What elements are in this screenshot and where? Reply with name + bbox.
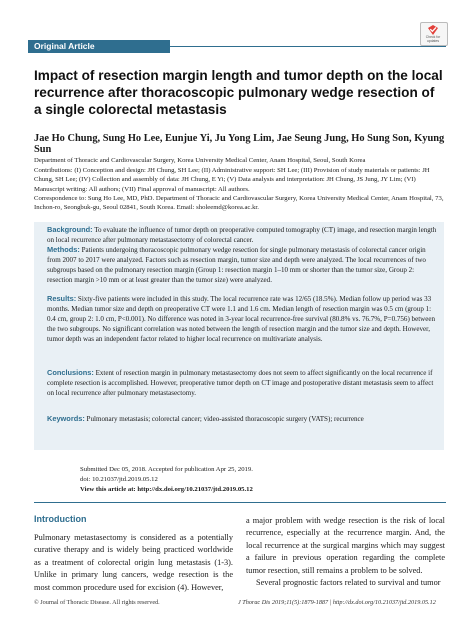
keywords-label: Keywords: [47,414,85,423]
background-label: Background: [47,225,93,234]
abstract-results [47,294,437,345]
introduction-heading: Introduction [34,514,87,524]
correspondence: Correspondence to: Sung Ho Lee, MD, PhD. Department of Thoracic and Cardiovascular Surgery, Korea University Medical Center, Anam Hospital, 73, Inchon-ro, Seongbuk-gu, Seoul 02841, South Korea. Email: sholeemd@korea.ac.kr. [34,195,444,212]
view-article-link[interactable]: View this article at: http://dx.doi.org/10.21037/jtd.2019.05.12 [80,486,253,493]
intro-right-paragraph-1: a major problem with wedge resection is the risk of local recurrence, especially at the recurrence margin. And, the local recurrence at the surgical margins which may suggest a failure in previous operation regarding the complete tumor resection, still remains a problem to be solved. [246,516,445,575]
methods-label: Methods: [47,245,80,254]
keywords-text: Pulmonary metastasis; colorectal cancer; video-assisted thoracoscopic surgery (VATS); recurrence [84,415,364,423]
article-type-label: Original Article [34,41,95,51]
submission-dates: Submitted Dec 05, 2018. Accepted for publication Apr 25, 2019. [80,466,253,473]
abstract-methods [47,245,437,286]
section-divider [34,502,446,503]
affiliation: Department of Thoracic and Cardiovascular Surgery, Korea University Medical Center, Anam Hospital, Seoul, South Korea [34,157,366,164]
background-text: To evaluate the influence of tumor depth on preoperative computed tomography (CT) image, and resection margin length on local recurrence after pulmonary metastasectomy of colorectal cancer. [47,226,437,244]
abstract-keywords [47,414,437,425]
doi: doi: 10.21037/jtd.2019.05.12 [80,476,158,483]
author-list: Jae Ho Chung, Sung Ho Lee, Eunjue Yi, Ju Yong Lim, Jae Seung Jung, Ho Sung Son, Kyung Sun [34,133,445,155]
footer-copyright: © Journal of Thoracic Disease. All rights reserved. [34,599,160,606]
crossmark-text: Check for updates [425,35,441,43]
intro-column-left: Pulmonary metastasectomy is considered as a potentially curative therapy and is widely being practiced worldwide as a treatment of colorectal origin lung metastasis (1-3). Unlike in primary lung cancers, wedge resection is the most common procedure used for excision (4). However, [34,533,233,592]
intro-right-paragraph-2: Several prognostic factors related to survival and tumor [256,578,441,588]
article-title: Impact of resection margin length and tumor depth on the local recurrence after thoracoscopic pulmonary wedge resection of a single colorectal metastasis [34,68,443,117]
methods-text: Patients undergoing thoracoscopic pulmonary wedge resection for single pulmonary metastasis of colorectal cancer origin from 2007 to 2017 were analyzed. Factors such as resection margin, tumor size and depth were analyzed. The local recurrences of two subgroups based on the pulmonary resection margin (Group 1: resection margin 1–10 mm or shorter than the tumor size, Group 2: resection margin >10 mm or at least greater than the tumor size) were analyzed. [47,246,426,284]
results-text: Sixty-five patients were included in this study. The local recurrence rate was 12/65 (18.5%). Median follow up period was 33 months. Median tumor size and depth on preoperative CT were 1.1 and 1.6 cm. Median length of resection margin was 0.5 cm (group 1: 0.4 cm, group 2: 1.0 cm, P<0.001). No difference was noted in 3-year local recurrence-free survival (80.8% vs. 76.7%, P=0.756) between the two subgroups. No significant correlation was noted between the length of resection margin and the tumor size and depth. However, tumor depth was an independent factor related to higher local recurrence on multivariate analysis. [47,295,436,343]
conclusions-label: Conclusions: [47,368,94,377]
intro-column-right [246,515,445,589]
contributions: Contributions: (I) Conception and design: JH Chung, SH Lee; (II) Administrative support: SH Lee; (III) Provision of study materials or patients: JH Chung, SH Lee; (IV) Collection and assembly of data: JH Chung, E Yi; (V) Data analysis and interpretation: JH Chung, JS Jung, JY Lim; (VI) Manuscript writing: All authors; (VII) Final approval of manuscript: All authors. [34,167,430,193]
abstract-conclusions [47,368,437,399]
conclusions-text: Extent of resection margin in pulmonary metastasectomy does not seem to affect significantly on the local recurrence if complete resection is accomplished. However, preoperative tumor depth on CT image and postoperative distant metastasis seem to affect on local recurrence after pulmonary metastasectomy. [47,369,434,397]
banner-rule [170,46,446,47]
footer-citation: J Thorac Dis 2019;11(5):1879-1887 | http://dx.doi.org/10.21037/jtd.2019.05.12 [238,599,436,606]
abstract-background [47,225,437,246]
results-label: Results: [47,294,77,303]
